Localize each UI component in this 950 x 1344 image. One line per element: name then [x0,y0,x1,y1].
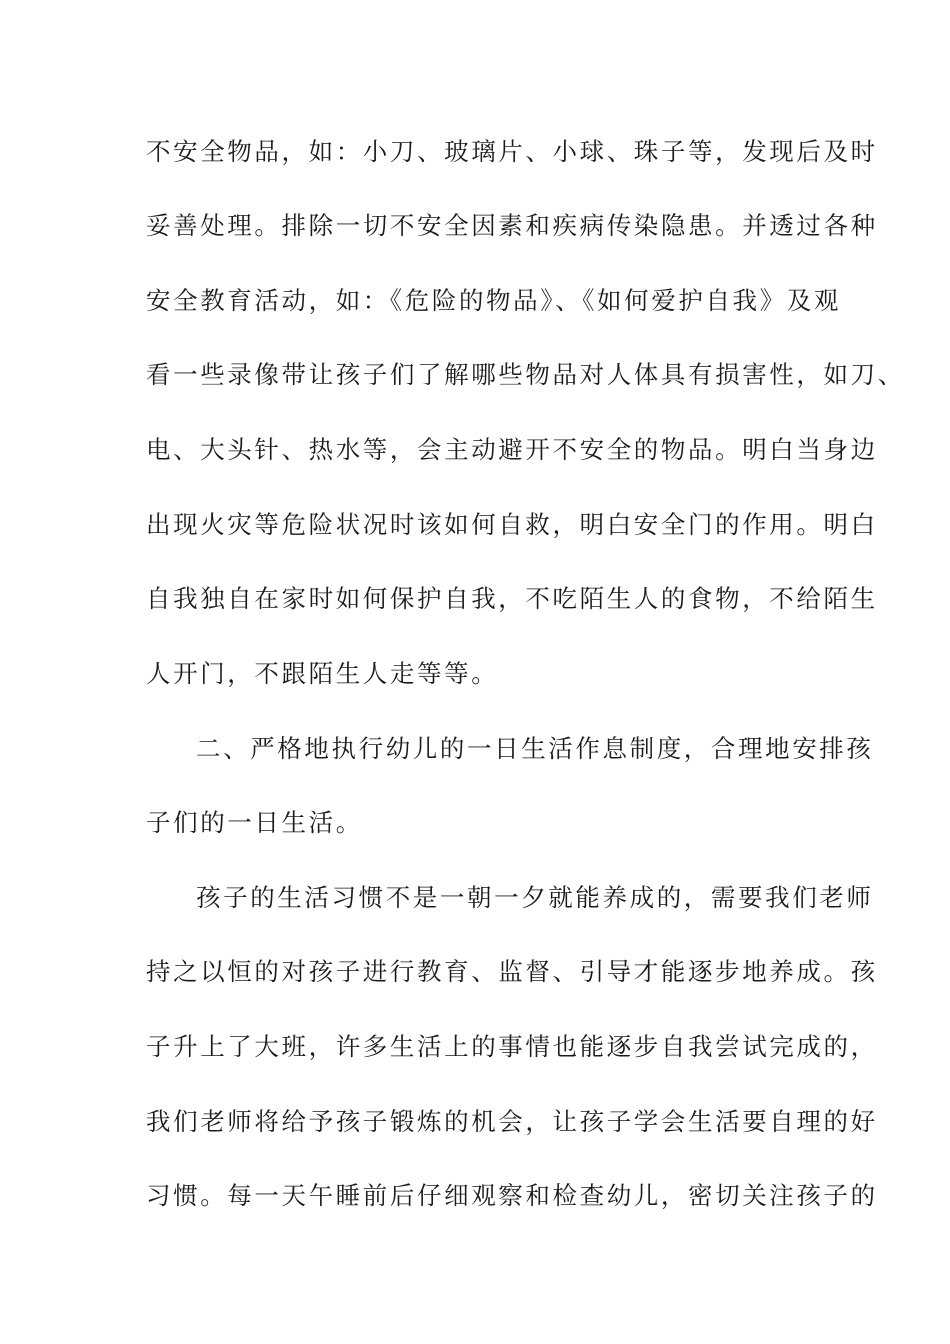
text-line: 我们老师将给予孩子锻炼的机会，让孩子学会生活要自理的好 [146,1107,878,1136]
text-line: 看一些录像带让孩子们了解哪些物品对人体具有损害性，如刀、 [146,360,905,389]
text-line: 持之以恒的对孩子进行教育、监督、引导才能逐步地养成。孩 [146,957,878,986]
text-line: 安全教育活动，如：《危险的物品》、《如何爱护自我》及观 [146,286,841,315]
text-line: 孩子的生活习惯不是一朝一夕就能养成的，需要我们老师 [196,883,874,912]
text-line: 出现火灾等危险状况时该如何自救，明白安全门的作用。明白 [146,510,878,539]
section-heading-line: 子们的一日生活。 [146,808,363,837]
text-line: 自我独自在家时如何保护自我，不吃陌生人的食物，不给陌生 [146,584,878,613]
text-line: 妥善处理。排除一切不安全因素和疾病传染隐患。并透过各种 [146,211,878,240]
text-line: 子升上了大班，许多生活上的事情也能逐步自我尝试完成的， [146,1032,878,1061]
section-heading-line: 二、严格地执行幼儿的一日生活作息制度，合理地安排孩 [196,734,874,763]
text-line: 人开门，不跟陌生人走等等。 [146,659,499,688]
text-line: 不安全物品，如：小刀、玻璃片、小球、珠子等，发现后及时 [146,137,878,166]
text-line: 电、大头针、热水等，会主动避开不安全的物品。明白当身边 [146,435,878,464]
text-line: 习惯。每一天午睡前后仔细观察和检查幼儿，密切关注孩子的 [146,1181,878,1210]
